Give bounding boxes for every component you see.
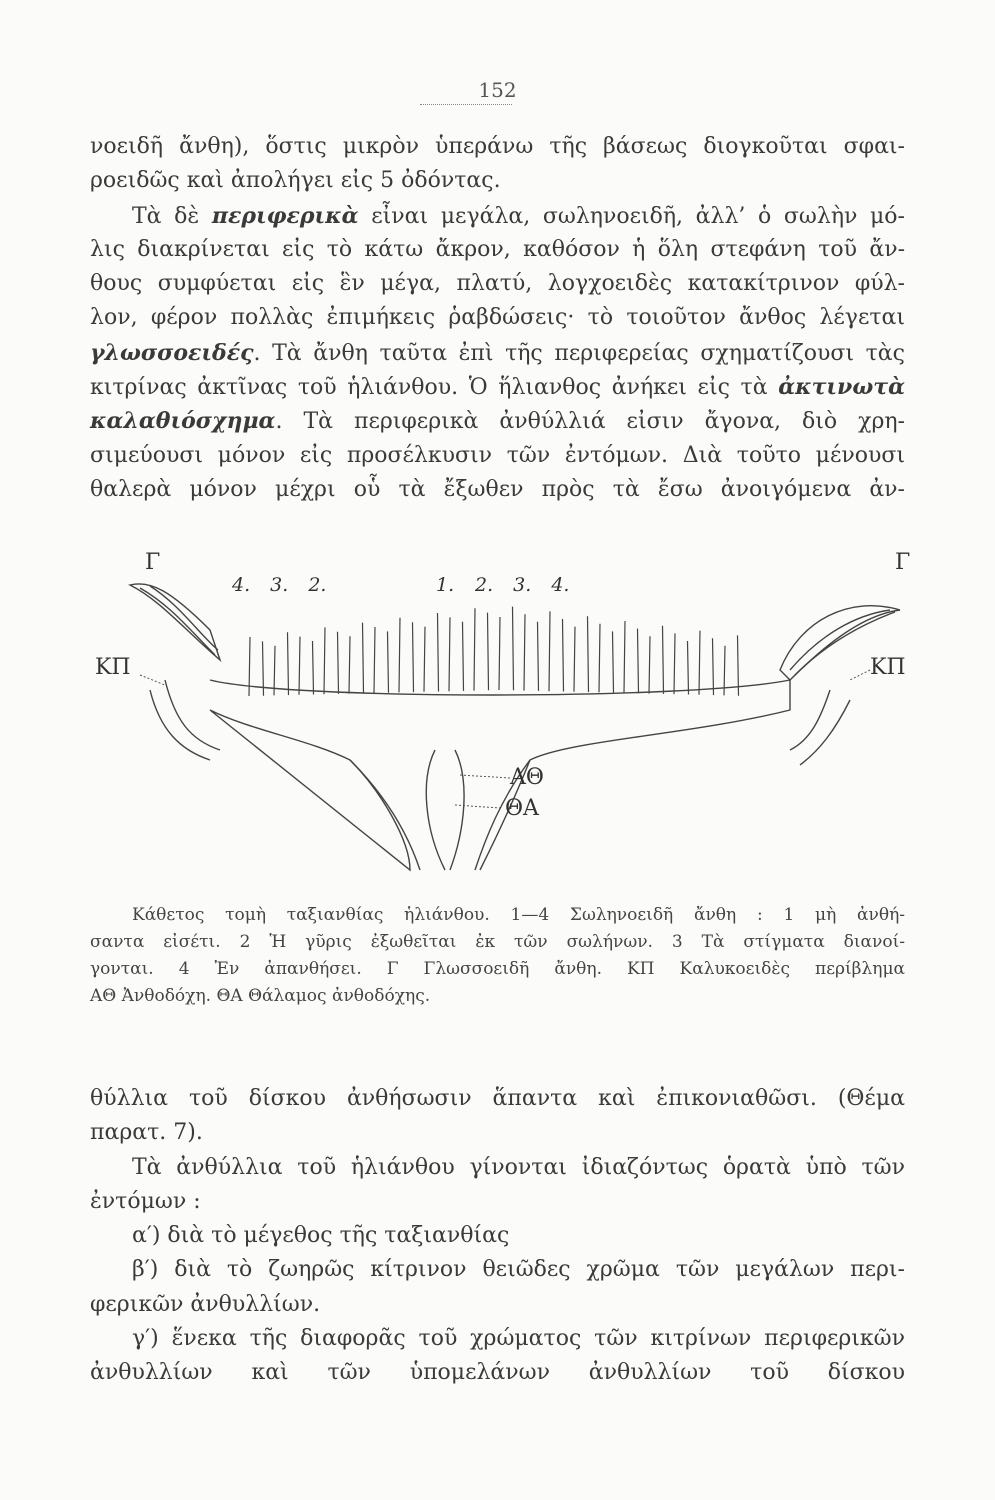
text-span: Κάθετος τομὴ ταξιανθίας ἡλιάνθου. 1—4 Σωληνοειδῆ ἄνθη : 1 μὴ ἀνθή- [132,905,905,925]
text-span: ἐντόμων : [90,1188,201,1214]
body-text-top [90,130,905,507]
floret [249,637,250,696]
text-span: κιτρίνας ἀκτῖνας τοῦ ἡλιάνθου. Ὁ ἥλιανθος ἀνήκει εἰς τὰ [90,375,779,401]
floret [449,617,450,691]
floret [549,611,550,691]
sunflower-section-figure [90,550,920,880]
page-number: 152 [478,78,517,102]
text-span: β′) διὰ τὸ ζωηρῶς κίτρινον θειῶδες χρῶμα τῶν μεγάλων περι- [132,1257,905,1283]
floret [349,636,350,693]
body-text-bottom [90,1082,905,1391]
floret [649,636,650,693]
emphasized-term: ἀκτινωτὰ [778,374,905,401]
floret-numbers-right: 2. 3. 4. [475,574,570,596]
text-line [90,199,905,233]
emphasized-term: καλαθιόσχημα [90,408,276,435]
floret [524,614,525,690]
floret [588,616,589,692]
text-line [90,1356,905,1390]
label-involucre-left: ΚΠ [95,655,131,680]
text-line [90,929,905,956]
floret [399,618,400,693]
text-span: ἀνθυλλίων καὶ τῶν ὑπομελάνων ἀνθυλλίων τοῦ δίσκου [90,1360,905,1386]
floret [438,613,439,692]
floret [688,641,689,695]
text-line [90,473,905,507]
floret [363,623,364,694]
text-span: Τὰ ἀνθύλλια τοῦ ἡλιάνθου γίνονται ἰδιαζόντως ὁρατὰ ὑπὸ τῶν [132,1154,905,1180]
text-span: . Τὰ ἄνθη ταῦτα ἐπὶ τῆς περιφερείας σχηματίζουσι τὰς [253,340,905,366]
text-span: α′) διὰ τὸ μέγεθος τῆς ταξιανθίας [132,1223,510,1249]
label-ligule-right: Γ [895,550,911,575]
ligule-left [130,584,220,660]
floret [713,638,714,695]
floret [324,627,325,694]
text-span: εἶναι μεγάλα, σωληνοειδῆ, ἀλλ’ ὁ σωλὴν μό- [358,203,905,229]
text-span: παρατ. 7). [90,1120,203,1146]
text-span: ροειδῶς καὶ ἀπολήγει εἰς 5 ὀδόντας. [90,168,501,194]
text-span: ΑΘ Ἀνθοδόχη. ΘΑ Θάλαμος ἀνθοδόχης. [90,986,431,1006]
text-span: θαλερὰ μόνον μέχρι οὗ τὰ ἔξωθεν πρὸς τὰ ἔσω ἀνοιγόμενα ἀν- [90,476,905,502]
text-line [90,267,905,301]
sunflower-section-drawing [90,550,920,880]
floret [474,608,475,690]
text-line [90,233,905,267]
text-span: γονται. 4 Ἐν ἀπανθήσει. Γ Γλωσσοειδῆ ἄνθη. ΚΠ Καλυκοειδὲς περίβλημα [90,959,905,979]
floret [638,629,639,694]
text-span: . Τὰ περιφερικὰ ἀνθύλλιά εἰσιν ἄγονα, διὸ χρη- [275,409,905,435]
text-span: σιμεύουσι μόνον εἰς προσέλκυσιν τῶν ἐντόμων. Διὰ τοῦτο μένουσι [90,442,905,468]
text-span: φερικῶν ἀνθυλλίων. [90,1291,321,1317]
floret [699,631,700,695]
text-line [90,902,905,929]
text-line [90,130,905,164]
floret [463,622,464,691]
text-line [90,1151,905,1185]
floret [613,631,614,692]
floret [488,613,489,691]
label-receptacle: ΑΘ [510,765,544,790]
floret [538,622,539,691]
floret [499,617,500,690]
receptacle [210,680,790,870]
text-line [90,336,905,370]
floret [338,632,339,694]
text-line [90,164,905,198]
floret-numbers-left: 4. 3. 2. [232,574,327,596]
text-line [90,1253,905,1287]
floret [299,637,300,695]
floret [663,626,664,694]
page-number-rule [420,104,512,105]
text-line [90,1082,905,1116]
floret [288,632,289,695]
figure-caption [90,902,905,1010]
floret [413,622,414,692]
text-span: λις διακρίνεται εἰς τὸ κάτω ἄκρον, καθόσον ἡ ὅλη στεφάνη τοῦ ἄν- [90,236,905,262]
text-line [90,1288,905,1322]
text-span: Τὰ δὲ [132,203,212,229]
floret [563,619,564,692]
text-span: θους συμφύεται εἰς ἓν μέγα, πλατύ, λογχοειδὲς κατακίτρινον φύλ- [90,271,905,297]
text-line [90,983,905,1010]
emphasized-term: περιφερικὰ [211,202,359,229]
text-span: σαντα εἰσέτι. 2 Ἡ γῦρις ἐξωθεῖται ἐκ τῶν σωλήνων. 3 Τὰ στίγματα διανοί- [90,932,905,952]
text-line [90,404,905,438]
floret [599,624,600,693]
text-line [90,1219,905,1253]
text-line [90,956,905,983]
floret [374,627,375,693]
floret [388,631,389,692]
text-line [90,439,905,473]
text-line [90,370,905,404]
text-line [90,1116,905,1150]
floret-number-center: 1. [436,574,455,596]
label-ligule-left: Γ [145,550,161,575]
text-span: γ′) ἕνεκα τῆς διαφορᾶς τοῦ χρώματος τῶν κιτρίνων περιφερικῶν [132,1326,905,1352]
text-line [90,301,905,335]
floret [513,607,514,691]
floret [674,633,675,694]
floret [574,627,575,692]
label-thalamus: ΘΑ [505,796,539,821]
text-line [90,1185,905,1219]
label-involucre-right: ΚΠ [870,655,906,680]
text-line [90,1322,905,1356]
floret [424,627,425,692]
floret [313,641,314,695]
text-span: λον, φέρον πολλὰς ἐπιμήκεις ῥαβδώσεις· τὸ τοιοῦτον ἄνθος λέγεται [90,305,905,331]
text-span: θύλλια τοῦ δίσκου ἀνθήσωσιν ἅπαντα καὶ ἐπικονιαθῶσι. (Θέμα [90,1086,905,1111]
text-span: νοειδῆ ἄνθη), ὅστις μικρὸν ὑπεράνω τῆς βάσεως διογκοῦται σφαι- [90,134,905,159]
floret [624,621,625,693]
emphasized-term: γλωσσοειδές [90,339,254,366]
